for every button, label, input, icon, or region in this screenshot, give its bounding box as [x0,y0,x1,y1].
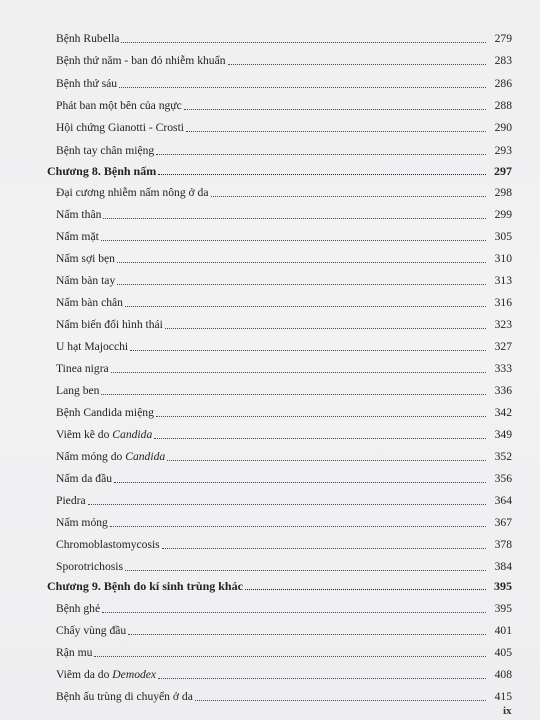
dot-leader [111,372,486,373]
toc-page-number: 290 [494,121,512,134]
toc-entry-title: Chromoblastomycosis [56,538,160,551]
toc-entry-title: Bệnh thứ sáu [56,77,118,90]
toc-page-number: 405 [494,646,512,659]
toc-entry-row [56,556,512,574]
toc-entry-title: Tinea nigra [56,362,109,375]
toc-entry-title: Bệnh ấu trùng di chuyển ở da [56,690,193,703]
toc-entry-title: Chương 9. Bệnh do kí sinh trùng khác [47,579,243,593]
toc-page-number: 364 [494,494,512,507]
toc-entry-row [56,248,512,266]
toc-entry-row [56,534,512,552]
dot-leader [165,328,486,329]
dot-leader [94,656,486,657]
toc-page-number: 299 [494,208,512,221]
toc-entry-title: Phát ban một bên của ngực [56,99,182,112]
toc-entry-row [56,620,512,638]
toc-entry-row [56,424,512,442]
toc-entry-title: Bệnh Candida miệng [56,406,154,419]
toc-entry-title-italic: Candida [112,428,153,441]
dot-leader [211,196,487,197]
toc-page-number: 395 [494,579,512,593]
dot-leader [121,42,486,43]
toc-page-number: 352 [494,450,512,463]
toc-chapter-row [47,575,512,593]
toc-entry-title: Bệnh tay chân miệng [56,144,155,157]
toc-page-number: 367 [494,516,512,529]
toc-entry-row [56,380,512,398]
toc-entry-title: Nấm móng do Candida [56,450,166,463]
dot-leader [130,350,486,351]
dot-leader [158,174,486,175]
dot-leader [125,570,486,571]
dot-leader [228,64,486,65]
toc-entry-title: U hạt Majocchi [56,340,129,353]
toc-entry-title: Hội chứng Gianotti - Crosti [56,121,185,134]
toc-entry-row [56,642,512,660]
toc-entry-title: Nấm bàn chân [56,296,123,309]
toc-chapter-row [47,160,512,178]
dot-leader [88,504,486,505]
toc-entry-title: Bệnh Rubella [56,32,120,45]
toc-entry-row [56,446,512,464]
dot-leader [110,526,486,527]
dot-leader [103,218,486,219]
dot-leader [117,262,486,263]
toc-entry-title: Đại cương nhiễm nấm nông ở da [56,186,209,199]
toc-page-number: 401 [494,624,512,637]
dot-leader [117,284,486,285]
toc-page-number: 313 [494,274,512,287]
toc-entry-row [56,182,512,200]
dot-leader [245,589,486,590]
toc-entry-row [56,28,512,46]
toc-entry-title: Rận mu [56,646,93,659]
toc-entry-row [56,270,512,288]
dot-leader [125,306,486,307]
toc-page-number: 283 [494,54,512,67]
toc-entry-title: Nấm móng [56,516,108,529]
toc-entry-row [56,402,512,420]
toc-entry-row [56,314,512,332]
toc-entry-title: Viêm da do Demodex [56,668,157,681]
toc-entry-row [56,512,512,530]
toc-entry-row [56,73,512,91]
toc-page-number: 297 [494,164,512,178]
toc-entry-row [56,292,512,310]
dot-leader [156,154,486,155]
toc-page-number: 305 [494,230,512,243]
toc-entry-row [56,468,512,486]
toc-entry-title: Bệnh thứ năm - ban đỏ nhiễm khuẩn [56,54,226,67]
toc-page-number: 310 [494,252,512,265]
toc-page-number: 415 [494,690,512,703]
toc-page-number: 288 [494,99,512,112]
toc-page-number: 408 [494,668,512,681]
toc-page-number: 356 [494,472,512,485]
dot-leader [101,240,486,241]
toc-entry-row [56,226,512,244]
toc-entry-title: Lang ben [56,384,100,397]
dot-leader [119,87,486,88]
dot-leader [114,482,486,483]
dot-leader [186,131,486,132]
dot-leader [184,109,486,110]
toc-page-number: 298 [494,186,512,199]
toc-entry-title: Bệnh ghẻ [56,602,101,615]
toc-entry-title: Chấy vùng đầu [56,624,127,637]
toc-entry-title: Nấm bàn tay [56,274,116,287]
toc-page-number: 286 [494,77,512,90]
toc-page-number: 323 [494,318,512,331]
toc-page-number: 333 [494,362,512,375]
toc-page-number: 349 [494,428,512,441]
toc-entry-row [56,358,512,376]
toc-page-number: 342 [494,406,512,419]
toc-entry-title-italic: Candida [125,450,166,463]
dot-leader [167,460,486,461]
toc-entry-title: Nấm sợi bẹn [56,252,115,265]
toc-page-number: 327 [494,340,512,353]
toc-entry-title: Nấm thân [56,208,102,221]
dot-leader [154,438,486,439]
toc-entry-title: Nấm da đầu [56,472,113,485]
toc-entry-row [56,598,512,616]
toc-entry-title-italic: Demodex [112,668,157,681]
toc-page-number: 395 [494,602,512,615]
dot-leader [162,548,486,549]
toc-entry-title: Piedra [56,494,86,507]
toc-entry-row [56,140,512,158]
toc-entry-row [56,686,512,704]
toc-page-number: 279 [494,32,512,45]
toc-page-number: 336 [494,384,512,397]
dot-leader [101,394,486,395]
toc-page-number: 293 [494,144,512,157]
toc-entry-row [56,117,512,135]
toc-entry-row [56,664,512,682]
toc-entry-title: Nấm biến đổi hình thái [56,318,163,331]
toc-entry-row [56,95,512,113]
dot-leader [156,416,486,417]
toc-entry-row [56,336,512,354]
dot-leader [102,612,486,613]
toc-entry-title: Sporotrichosis [56,560,123,573]
dot-leader [128,634,486,635]
toc-entry-title: Viêm kẽ do Candida [56,428,153,441]
toc-entry-title: Nấm mặt [56,230,99,243]
toc-page-number: 378 [494,538,512,551]
dot-leader [158,678,486,679]
toc-entry-title: Chương 8. Bệnh nấm [47,164,157,178]
toc-page-number: 384 [494,560,512,573]
toc-entry-row [56,204,512,222]
page-number: ix [503,705,512,717]
toc-entry-row [56,490,512,508]
toc-page-number: 316 [494,296,512,309]
dot-leader [195,700,486,701]
toc-entry-row [56,50,512,68]
